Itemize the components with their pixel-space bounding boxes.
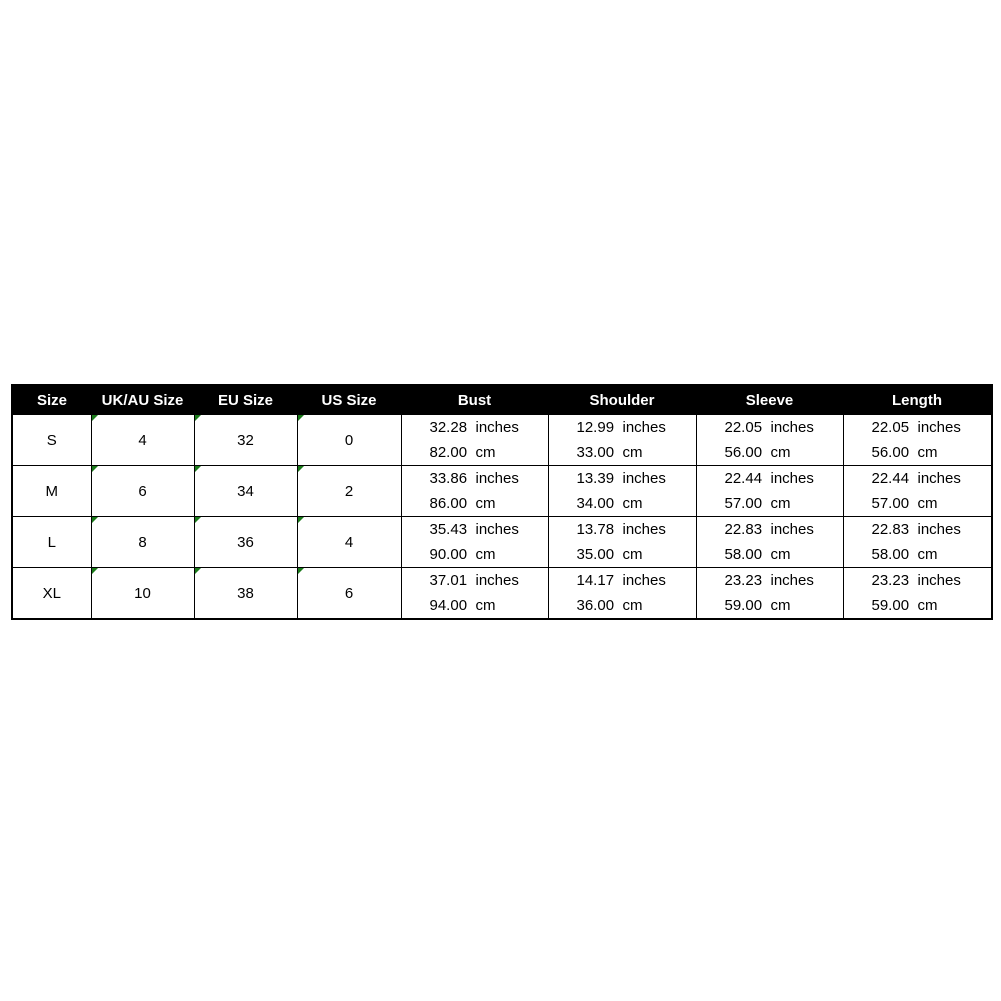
shoulder-cell bbox=[548, 466, 696, 517]
table-row bbox=[12, 517, 992, 568]
bust-inches: 33.86 inches bbox=[429, 470, 519, 487]
length-cell bbox=[843, 415, 992, 466]
header-shoulder: Shoulder bbox=[548, 385, 696, 415]
table-row bbox=[12, 568, 992, 620]
shoulder-cm: 33.00 cm bbox=[576, 444, 643, 461]
uk-au-size-cell: 8 bbox=[91, 517, 194, 568]
sleeve-inches: 22.05 inches bbox=[724, 419, 814, 436]
header-uk-au-size: UK/AU Size bbox=[91, 385, 194, 415]
size-cell: XL bbox=[12, 568, 91, 620]
shoulder-inches: 13.78 inches bbox=[576, 521, 666, 538]
length-cell bbox=[843, 466, 992, 517]
shoulder-cm: 35.00 cm bbox=[576, 546, 643, 563]
size-cell: L bbox=[12, 517, 91, 568]
sleeve-cm: 56.00 cm bbox=[724, 444, 791, 461]
bust-cm: 90.00 cm bbox=[429, 546, 496, 563]
header-eu-size: EU Size bbox=[194, 385, 297, 415]
size-chart-table bbox=[11, 384, 993, 620]
us-size-cell: 4 bbox=[297, 517, 401, 568]
us-size-cell: 6 bbox=[297, 568, 401, 620]
length-cm: 57.00 cm bbox=[871, 495, 938, 512]
shoulder-cell bbox=[548, 568, 696, 620]
bust-cell bbox=[401, 415, 548, 466]
length-inches: 22.83 inches bbox=[871, 521, 961, 538]
header-bust: Bust bbox=[401, 385, 548, 415]
bust-cm: 94.00 cm bbox=[429, 597, 496, 614]
header-sleeve: Sleeve bbox=[696, 385, 843, 415]
length-cm: 59.00 cm bbox=[871, 597, 938, 614]
header-size: Size bbox=[12, 385, 91, 415]
sleeve-cm: 59.00 cm bbox=[724, 597, 791, 614]
size-cell: S bbox=[12, 415, 91, 466]
sleeve-inches: 22.83 inches bbox=[724, 521, 814, 538]
sleeve-inches: 22.44 inches bbox=[724, 470, 814, 487]
header-us-size: US Size bbox=[297, 385, 401, 415]
length-inches: 22.05 inches bbox=[871, 419, 961, 436]
length-cell bbox=[843, 517, 992, 568]
eu-size-cell: 36 bbox=[194, 517, 297, 568]
sleeve-cell bbox=[696, 517, 843, 568]
header-length: Length bbox=[843, 385, 992, 415]
eu-size-cell: 34 bbox=[194, 466, 297, 517]
table-row bbox=[12, 466, 992, 517]
length-cm: 58.00 cm bbox=[871, 546, 938, 563]
bust-cell bbox=[401, 517, 548, 568]
length-inches: 22.44 inches bbox=[871, 470, 961, 487]
eu-size-cell: 32 bbox=[194, 415, 297, 466]
bust-inches: 35.43 inches bbox=[429, 521, 519, 538]
eu-size-cell: 38 bbox=[194, 568, 297, 620]
us-size-cell: 2 bbox=[297, 466, 401, 517]
shoulder-inches: 14.17 inches bbox=[576, 572, 666, 589]
bust-inches: 37.01 inches bbox=[429, 572, 519, 589]
length-inches: 23.23 inches bbox=[871, 572, 961, 589]
shoulder-inches: 13.39 inches bbox=[576, 470, 666, 487]
shoulder-cell bbox=[548, 415, 696, 466]
size-cell: M bbox=[12, 466, 91, 517]
bust-cell bbox=[401, 466, 548, 517]
sleeve-cm: 58.00 cm bbox=[724, 546, 791, 563]
length-cell bbox=[843, 568, 992, 620]
shoulder-cm: 34.00 cm bbox=[576, 495, 643, 512]
table-row bbox=[12, 415, 992, 466]
uk-au-size-cell: 4 bbox=[91, 415, 194, 466]
sleeve-cell bbox=[696, 568, 843, 620]
header-row bbox=[12, 385, 992, 415]
sleeve-cell bbox=[696, 415, 843, 466]
length-cm: 56.00 cm bbox=[871, 444, 938, 461]
shoulder-inches: 12.99 inches bbox=[576, 419, 666, 436]
bust-inches: 32.28 inches bbox=[429, 419, 519, 436]
uk-au-size-cell: 6 bbox=[91, 466, 194, 517]
shoulder-cell bbox=[548, 517, 696, 568]
uk-au-size-cell: 10 bbox=[91, 568, 194, 620]
sleeve-cm: 57.00 cm bbox=[724, 495, 791, 512]
shoulder-cm: 36.00 cm bbox=[576, 597, 643, 614]
us-size-cell: 0 bbox=[297, 415, 401, 466]
sleeve-cell bbox=[696, 466, 843, 517]
bust-cm: 82.00 cm bbox=[429, 444, 496, 461]
bust-cell bbox=[401, 568, 548, 620]
bust-cm: 86.00 cm bbox=[429, 495, 496, 512]
sleeve-inches: 23.23 inches bbox=[724, 572, 814, 589]
